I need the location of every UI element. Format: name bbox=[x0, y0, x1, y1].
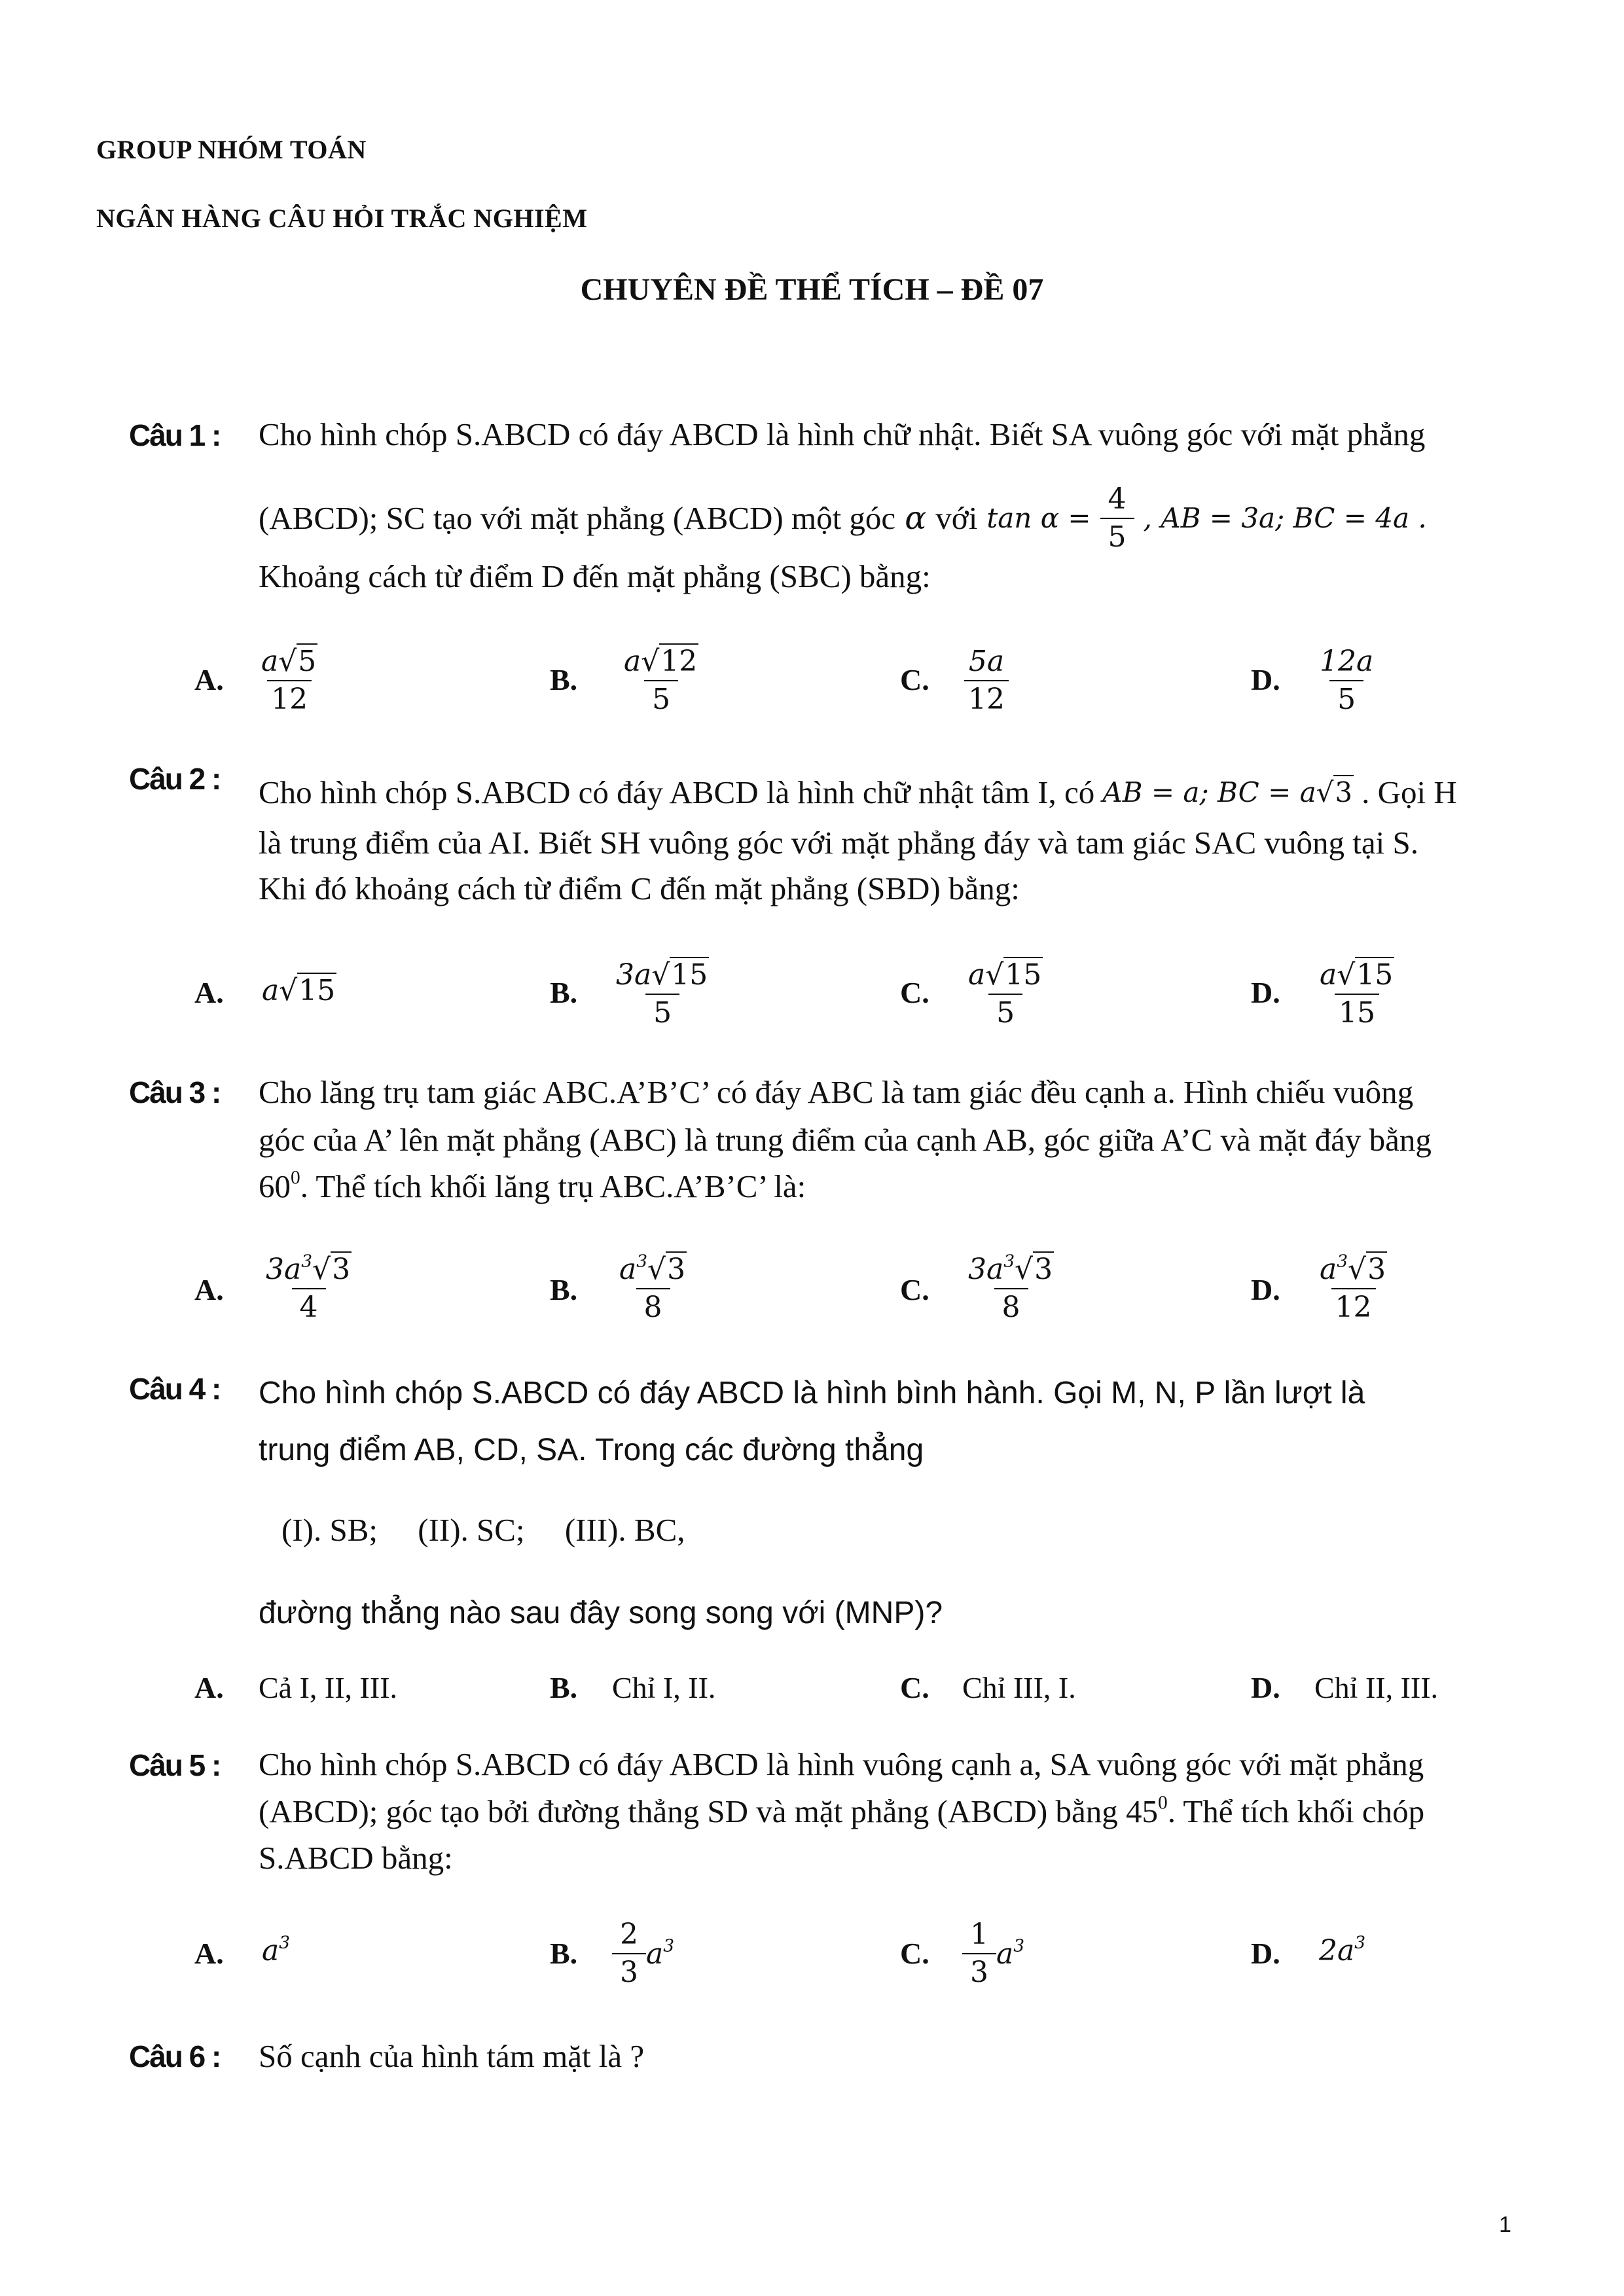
math-dimensions: AB = a; BC = a√3 bbox=[1102, 776, 1353, 808]
degree-superscript: 0 bbox=[291, 1167, 300, 1189]
option-d-value[interactable] bbox=[1316, 957, 1398, 1031]
text-run: . Gọi H bbox=[1362, 774, 1457, 810]
fraction-numerator: a√15 bbox=[1320, 958, 1394, 992]
fraction-denominator: 12 bbox=[964, 680, 1009, 718]
question-text: là trung điểm của AI. Biết SH vuông góc với mặt phẳng đáy và tam giác SAC vuông tại S. bbox=[259, 825, 1418, 861]
fraction-denominator: 3 bbox=[962, 1953, 996, 1991]
question-bank-heading: NGÂN HÀNG CÂU HỎI TRẮC NGHIỆM bbox=[96, 204, 588, 233]
text-run: 45 bbox=[1126, 1793, 1158, 1829]
option-a-value[interactable] bbox=[262, 1251, 355, 1326]
option-a-letter: A. bbox=[194, 663, 224, 696]
option-b-value[interactable] bbox=[620, 643, 702, 718]
option-c-letter: C. bbox=[900, 1937, 929, 1970]
question-label: Câu 2 : bbox=[129, 762, 221, 796]
fraction-numerator: a√12 bbox=[624, 645, 698, 678]
page-title: CHUYÊN ĐỀ THỂ TÍCH – ĐỀ 07 bbox=[580, 272, 1044, 307]
fraction-denominator: 3 bbox=[612, 1953, 646, 1991]
question-text: Khi đó khoảng cách từ điểm C đến mặt phẳng (SBD) bằng: bbox=[259, 870, 1020, 906]
fraction bbox=[962, 1916, 996, 1991]
fraction-denominator: 5 bbox=[1329, 680, 1363, 718]
option-b-letter: B. bbox=[550, 976, 578, 1009]
fraction bbox=[1100, 481, 1134, 556]
fraction-numerator: $3a^3√3$ bbox=[266, 1251, 351, 1286]
fraction-denominator: 15 bbox=[1335, 994, 1379, 1031]
option-c-value[interactable] bbox=[964, 643, 1009, 718]
question-text: Cho hình chóp S.ABCD có đáy ABCD là hình bình hành. Gọi M, N, P lần lượt là bbox=[259, 1376, 1365, 1410]
math-dimensions: , AB = 3a; BC = 4a . bbox=[1143, 502, 1427, 534]
option-a-letter: A. bbox=[194, 1671, 224, 1704]
option-c-value[interactable] bbox=[964, 1251, 1058, 1326]
question-label: Câu 1 : bbox=[129, 418, 221, 452]
option-a-value[interactable]: a√15 bbox=[262, 974, 336, 1007]
option-d-letter: D. bbox=[1251, 1273, 1280, 1306]
fraction-numerator: 5a bbox=[968, 645, 1005, 678]
text-run: . Thể tích khối lăng trụ ABC.A’B’C’ là: bbox=[300, 1168, 806, 1204]
question-text: góc của A’ lên mặt phẳng (ABC) là trung điểm của cạnh AB, góc giữa A’C và mặt đáy bằng bbox=[259, 1122, 1432, 1158]
fraction-numerator: 3a√15 bbox=[616, 958, 708, 992]
text-run: 60 bbox=[259, 1168, 291, 1204]
text-run: (ABCD); SC tạo với mặt phẳng (ABCD) một góc bbox=[259, 500, 896, 536]
math-alpha: α bbox=[905, 499, 927, 537]
fraction-denominator: 5 bbox=[645, 994, 679, 1031]
fraction-denominator: 8 bbox=[994, 1288, 1028, 1326]
option-b-value[interactable] bbox=[612, 1916, 674, 1991]
option-d-letter: D. bbox=[1251, 1937, 1280, 1970]
option-b-value[interactable] bbox=[612, 957, 713, 1031]
question-label: Câu 3 : bbox=[129, 1075, 221, 1109]
option-b-letter: B. bbox=[550, 1937, 578, 1970]
group-name: GROUP NHÓM TOÁN bbox=[96, 135, 367, 164]
fraction-numerator: 4 bbox=[1108, 482, 1127, 516]
math-term: $a^3$ bbox=[646, 1935, 675, 1971]
option-c-letter: C. bbox=[900, 1273, 929, 1306]
option-b-letter: B. bbox=[550, 1273, 578, 1306]
text-run: . Thể tích khối chóp bbox=[1167, 1793, 1425, 1829]
fraction-numerator: 12a bbox=[1320, 645, 1374, 678]
fraction bbox=[612, 1916, 646, 1991]
question-text bbox=[259, 1788, 1424, 1835]
question-label: Câu 5 : bbox=[129, 1748, 221, 1782]
fraction-numerator: 2 bbox=[620, 1918, 638, 1951]
text-run: (ABCD); góc tạo bởi đường thẳng SD và mặt phẳng (ABCD) bằng bbox=[259, 1793, 1118, 1829]
fraction-denominator: 12 bbox=[1331, 1288, 1376, 1326]
option-a-letter: A. bbox=[194, 976, 224, 1009]
fraction-numerator: $3a^3√3$ bbox=[968, 1251, 1053, 1286]
question-text: trung điểm AB, CD, SA. Trong các đường thẳng bbox=[259, 1433, 924, 1467]
option-d-letter: D. bbox=[1251, 1671, 1280, 1704]
question-text: Cho hình chóp S.ABCD có đáy ABCD là hình chữ nhật. Biết SA vuông góc với mặt phẳng bbox=[259, 416, 1426, 452]
fraction-denominator: 5 bbox=[644, 680, 678, 718]
question-label: Câu 6 : bbox=[129, 2039, 221, 2073]
math-tan: tan α = bbox=[986, 502, 1091, 534]
option-c-value[interactable] bbox=[962, 1916, 1024, 1991]
degree-superscript: 0 bbox=[1158, 1792, 1168, 1814]
math-term: $a^3$ bbox=[996, 1935, 1025, 1971]
question-text bbox=[259, 1163, 806, 1210]
text-run: Cho hình chóp S.ABCD có đáy ABCD là hình chữ nhật tâm I, có bbox=[259, 774, 1095, 810]
question-text: Cho lăng trụ tam giác ABC.A’B’C’ có đáy ABC là tam giác đều cạnh a. Hình chiếu vuông bbox=[259, 1074, 1414, 1110]
option-a-letter: A. bbox=[194, 1937, 224, 1970]
option-c-value[interactable] bbox=[964, 957, 1047, 1031]
option-b-letter: B. bbox=[550, 663, 578, 696]
fraction-numerator: 1 bbox=[970, 1918, 988, 1951]
option-c-value[interactable]: Chỉ III, I. bbox=[962, 1671, 1076, 1704]
question-text: S.ABCD bằng: bbox=[259, 1840, 453, 1876]
question-text: Số cạnh của hình tám mặt là ? bbox=[259, 2038, 645, 2074]
question-text: Khoảng cách từ điểm D đến mặt phẳng (SBC) bằng: bbox=[259, 558, 931, 594]
option-d-value[interactable]: Chỉ II, III. bbox=[1314, 1671, 1439, 1704]
option-c-letter: C. bbox=[900, 976, 929, 1009]
page-number: 1 bbox=[1499, 2212, 1511, 2237]
option-d-letter: D. bbox=[1251, 976, 1280, 1009]
option-d-letter: D. bbox=[1251, 663, 1280, 696]
fraction-denominator: 5 bbox=[988, 994, 1022, 1031]
option-c-letter: C. bbox=[900, 663, 929, 696]
question-text: Cho hình chóp S.ABCD có đáy ABCD là hình vuông cạnh a, SA vuông góc với mặt phẳng bbox=[259, 1746, 1424, 1782]
option-d-value[interactable]: $2a^3$ bbox=[1319, 1932, 1366, 1967]
option-a-value[interactable]: $a^3$ bbox=[262, 1932, 291, 1967]
option-c-letter: C. bbox=[900, 1671, 929, 1704]
fraction-numerator: a√15 bbox=[968, 958, 1042, 992]
option-a-value[interactable] bbox=[257, 643, 321, 718]
option-a-letter: A. bbox=[194, 1273, 224, 1306]
fraction-numerator: $a^3√3$ bbox=[619, 1251, 686, 1286]
question-text bbox=[259, 481, 1427, 556]
fraction-denominator: 5 bbox=[1100, 518, 1134, 556]
question-text: đường thẳng nào sau đây song song với (MNP)? bbox=[259, 1596, 943, 1630]
question-label: Câu 4 : bbox=[129, 1372, 221, 1406]
question-text: (I). SB; (II). SC; (III). BC, bbox=[281, 1512, 685, 1548]
fraction-denominator: 8 bbox=[636, 1288, 670, 1326]
option-a-value[interactable]: Cả I, II, III. bbox=[259, 1671, 398, 1704]
fraction-numerator: a√5 bbox=[261, 645, 317, 678]
fraction-numerator: $a^3√3$ bbox=[1320, 1251, 1386, 1286]
option-b-value[interactable] bbox=[615, 1251, 691, 1326]
fraction-denominator: 12 bbox=[267, 680, 312, 718]
option-b-letter: B. bbox=[550, 1671, 578, 1704]
option-b-value[interactable]: Chỉ I, II. bbox=[612, 1671, 716, 1704]
fraction-denominator: 4 bbox=[292, 1288, 326, 1326]
question-text bbox=[259, 769, 1457, 816]
option-d-value[interactable] bbox=[1316, 1251, 1391, 1326]
option-d-value[interactable] bbox=[1316, 643, 1377, 718]
text-run: với bbox=[935, 500, 978, 536]
